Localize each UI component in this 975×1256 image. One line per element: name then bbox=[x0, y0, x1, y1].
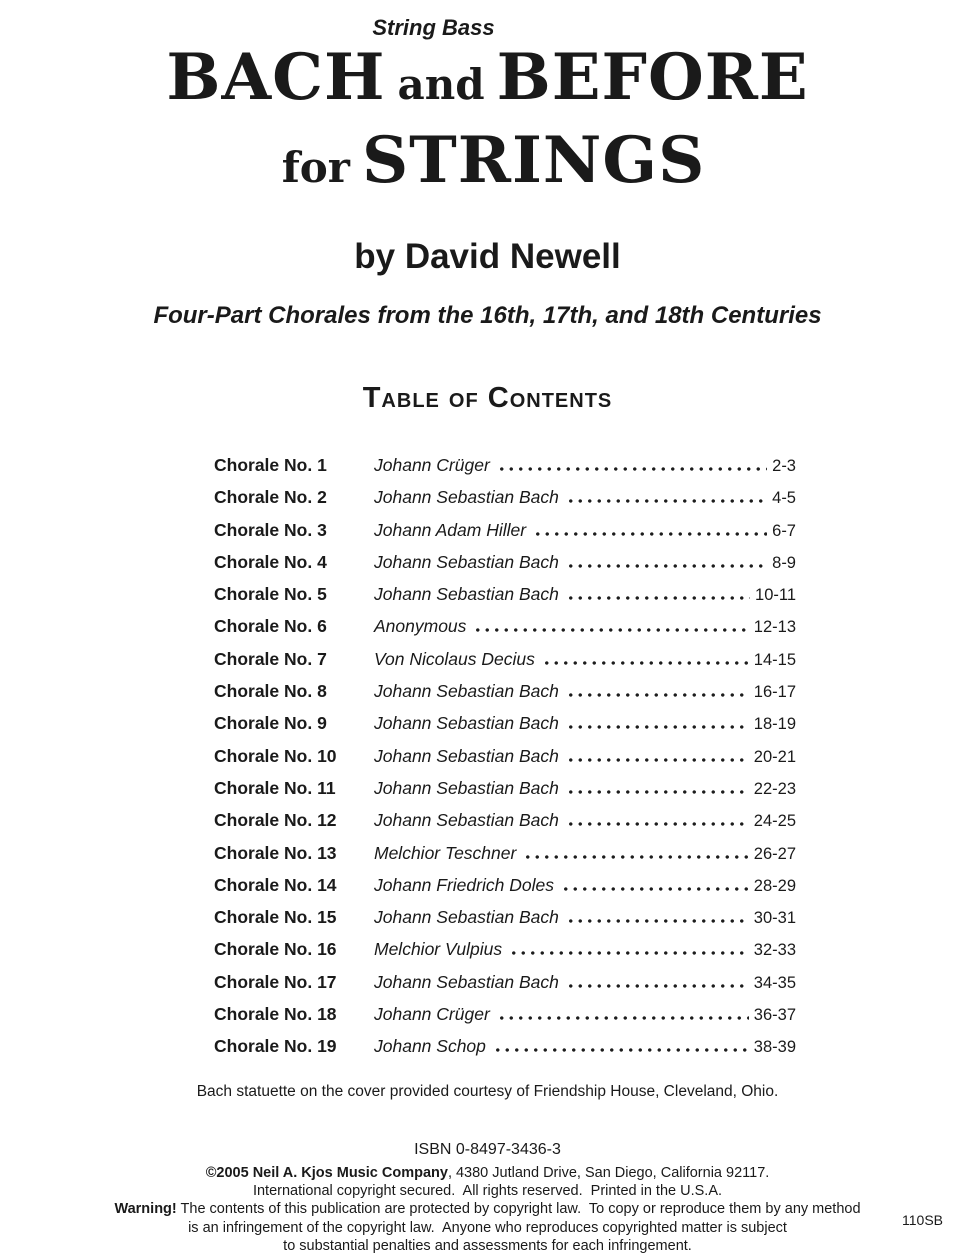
chorale-number: Chorale No. 7 bbox=[214, 648, 327, 669]
dot-leader bbox=[533, 532, 767, 536]
chorale-number: Chorale No. 8 bbox=[214, 681, 327, 702]
toc-row bbox=[214, 875, 796, 907]
page-numbers: 16-17 bbox=[753, 683, 796, 702]
warning-label: Warning! bbox=[114, 1201, 177, 1218]
title-line-2 bbox=[0, 123, 975, 211]
chorale-number: Chorale No. 14 bbox=[214, 874, 337, 895]
dot-leader bbox=[566, 984, 749, 988]
copyright-address: , 4380 Jutland Drive, San Diego, California 92117. bbox=[447, 1164, 770, 1181]
dot-leader bbox=[473, 628, 748, 632]
page-numbers: 14-15 bbox=[753, 650, 796, 669]
composer-name: Anonymous bbox=[374, 616, 467, 637]
page-numbers: 18-19 bbox=[753, 715, 796, 734]
chorale-number: Chorale No. 6 bbox=[214, 616, 327, 637]
catalog-number: 110SB bbox=[902, 1212, 943, 1228]
toc-row bbox=[214, 713, 796, 745]
copyright-holder: ©2005 Neil A. Kjos Music Company bbox=[205, 1164, 448, 1181]
dot-leader bbox=[566, 564, 767, 568]
composer-name: Johann Sebastian Bach bbox=[374, 487, 559, 508]
chorale-number: Chorale No. 5 bbox=[214, 584, 327, 605]
dot-leader bbox=[509, 951, 749, 955]
dot-leader bbox=[566, 693, 749, 697]
page-numbers: 36-37 bbox=[753, 1006, 796, 1025]
byline: by David Newell bbox=[354, 237, 621, 276]
composer-name: Johann Sebastian Bach bbox=[374, 584, 559, 605]
toc-row bbox=[214, 455, 796, 487]
dot-leader bbox=[561, 887, 749, 891]
toc-row bbox=[214, 1036, 796, 1068]
composer-name: Johann Sebastian Bach bbox=[374, 745, 559, 766]
dot-leader bbox=[493, 1048, 749, 1052]
chorale-number: Chorale No. 4 bbox=[214, 551, 327, 572]
composer-name: Johann Sebastian Bach bbox=[374, 907, 559, 928]
cover-credit: Bach statuette on the cover provided courtesy of Friendship House, Cleveland, Ohio. bbox=[196, 1082, 779, 1100]
chorale-number: Chorale No. 18 bbox=[214, 1004, 337, 1025]
composer-name: Johann Crüger bbox=[374, 1004, 490, 1025]
toc-row bbox=[214, 746, 796, 778]
copyright-line-1 bbox=[0, 1164, 975, 1182]
subtitle: Four-Part Chorales from the 16th, 17th, and 18th Centuries bbox=[153, 302, 822, 329]
page-numbers: 10-11 bbox=[755, 586, 796, 605]
page-numbers: 20-21 bbox=[753, 747, 796, 766]
copyright-block bbox=[0, 1164, 975, 1256]
composer-name: Johann Sebastian Bach bbox=[374, 713, 559, 734]
toc-row bbox=[214, 487, 796, 519]
page-numbers: 32-33 bbox=[753, 941, 796, 960]
toc-row bbox=[214, 584, 796, 616]
dot-leader bbox=[566, 822, 749, 826]
composer-name: Johann Sebastian Bach bbox=[374, 810, 559, 831]
page-numbers: 12-13 bbox=[753, 618, 796, 637]
composer-name: Johann Schop bbox=[374, 1036, 486, 1057]
chorale-number: Chorale No. 1 bbox=[214, 455, 327, 475]
title-line-1 bbox=[0, 40, 975, 128]
instrument-label: String Bass bbox=[372, 15, 495, 40]
toc-row bbox=[214, 552, 796, 584]
warning-line-2: is an infringement of the copyright law. Anyone who reproduces copyrighted matter is subject bbox=[188, 1219, 787, 1236]
dot-leader bbox=[566, 499, 767, 503]
toc-row bbox=[214, 616, 796, 648]
chorale-number: Chorale No. 13 bbox=[214, 842, 337, 863]
toc-heading: Table of Contents bbox=[362, 382, 613, 414]
chorale-number: Chorale No. 19 bbox=[214, 1036, 337, 1057]
composer-name: Melchior Teschner bbox=[374, 842, 517, 863]
chorale-number: Chorale No. 3 bbox=[214, 519, 327, 540]
dot-leader bbox=[566, 919, 749, 923]
composer-name: Johann Crüger bbox=[374, 455, 490, 475]
dot-leader bbox=[497, 467, 767, 471]
title-word-before: BEFORE bbox=[496, 40, 809, 115]
dot-leader bbox=[542, 661, 749, 665]
page-numbers: 38-39 bbox=[753, 1038, 796, 1057]
chorale-number: Chorale No. 2 bbox=[214, 487, 327, 508]
warning-text: The contents of this publication are protected by copyright law. To copy or reproduce them by any method bbox=[176, 1201, 861, 1218]
page-numbers: 22-23 bbox=[753, 779, 796, 798]
chorale-number: Chorale No. 15 bbox=[214, 907, 337, 928]
toc-row bbox=[214, 681, 796, 713]
chorale-number: Chorale No. 10 bbox=[214, 745, 337, 766]
warning-line-1 bbox=[0, 1200, 975, 1218]
composer-name: Johann Sebastian Bach bbox=[374, 971, 559, 992]
toc-row bbox=[214, 810, 796, 842]
page-numbers: 30-31 bbox=[753, 909, 796, 928]
page-numbers: 8-9 bbox=[772, 553, 796, 572]
page-numbers: 6-7 bbox=[772, 521, 796, 540]
toc-row bbox=[214, 520, 796, 552]
dot-leader bbox=[566, 596, 750, 600]
dot-leader bbox=[523, 855, 748, 859]
page-numbers: 2-3 bbox=[772, 457, 796, 475]
chorale-number: Chorale No. 9 bbox=[214, 713, 327, 734]
page-numbers: 26-27 bbox=[753, 844, 796, 863]
copyright-line-2: International copyright secured. All rights reserved. Printed in the U.S.A. bbox=[252, 1183, 723, 1200]
title-word-strings: STRINGS bbox=[361, 123, 706, 198]
isbn: ISBN 0-8497-3436-3 bbox=[414, 1140, 561, 1158]
book-title bbox=[0, 40, 975, 211]
title-word-for: for bbox=[281, 143, 350, 192]
page-numbers: 28-29 bbox=[753, 876, 796, 895]
toc-row bbox=[214, 778, 796, 810]
dot-leader bbox=[497, 1016, 749, 1020]
chorale-number: Chorale No. 11 bbox=[214, 777, 336, 798]
dot-leader bbox=[566, 790, 749, 794]
composer-name: Melchior Vulpius bbox=[374, 939, 503, 960]
warning-line-3: to substantial penalties and assessments for each infringement. bbox=[283, 1238, 692, 1255]
composer-name: Johann Friedrich Doles bbox=[374, 874, 554, 895]
toc-row bbox=[214, 907, 796, 939]
chorale-number: Chorale No. 17 bbox=[214, 971, 337, 992]
toc-row bbox=[214, 939, 796, 971]
toc-row bbox=[214, 843, 796, 875]
composer-name: Von Nicolaus Decius bbox=[374, 648, 535, 669]
toc-row bbox=[214, 1004, 796, 1036]
toc-list bbox=[214, 455, 796, 1069]
title-word-and: and bbox=[397, 60, 485, 109]
composer-name: Johann Sebastian Bach bbox=[374, 777, 559, 798]
composer-name: Johann Sebastian Bach bbox=[374, 681, 559, 702]
chorale-number: Chorale No. 12 bbox=[214, 810, 337, 831]
page-numbers: 4-5 bbox=[772, 489, 796, 508]
composer-name: Johann Adam Hiller bbox=[374, 519, 527, 540]
toc-row bbox=[214, 649, 796, 681]
dot-leader bbox=[566, 758, 749, 762]
title-word-bach: BACH bbox=[166, 40, 386, 115]
page-numbers: 24-25 bbox=[753, 812, 796, 831]
dot-leader bbox=[566, 725, 749, 729]
page-numbers: 34-35 bbox=[753, 973, 796, 992]
chorale-number: Chorale No. 16 bbox=[214, 939, 337, 960]
composer-name: Johann Sebastian Bach bbox=[374, 551, 559, 572]
toc-row bbox=[214, 972, 796, 1004]
